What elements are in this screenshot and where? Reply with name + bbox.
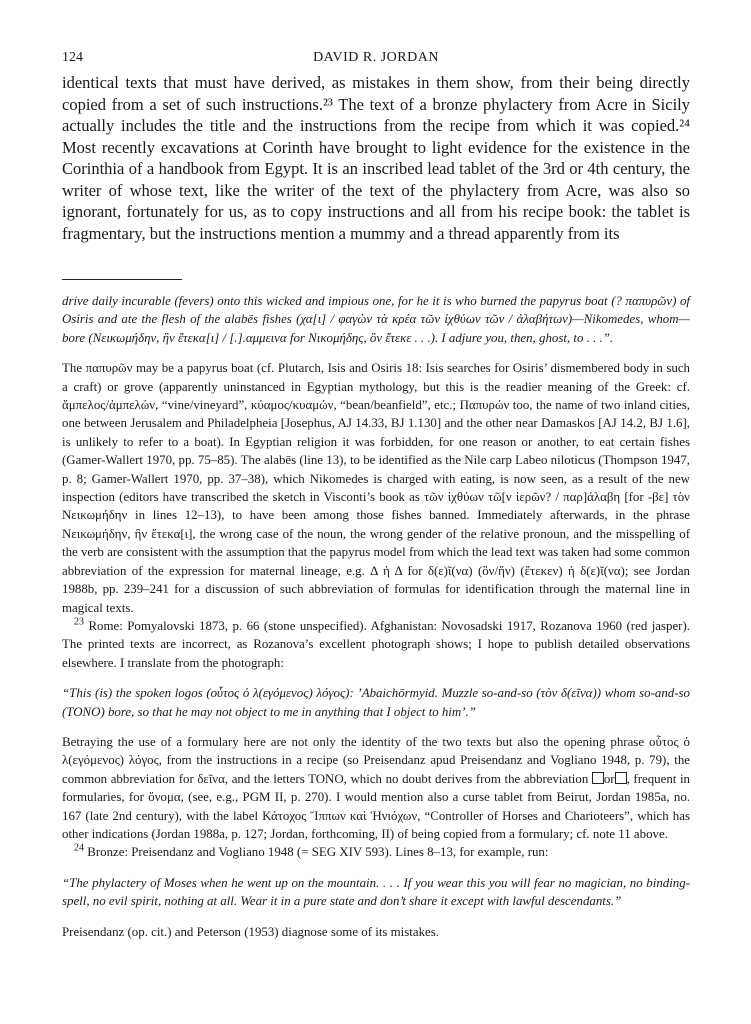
footnote-23-text: Rome: Pomyalovski 1873, p. 66 (stone unspecified). Afghanistan: Novosadski 1917, Rozanova 1960 (red jasper). The printed texts are incorrect, as Rozanova’s excellent photograph shows; I hope to publish detailed observations elsewhere. I translate from the photograph: (62, 618, 690, 670)
page (62, 50, 690, 941)
footnote-24-number: 24 (74, 843, 84, 855)
footnotes (62, 292, 690, 941)
translation-quote-1: drive daily incurable (fevers) onto this wicked and impious one, for he it is who burned the papyrus boat (? παπυρῶν) of Osiris and ate the flesh of the alabēs fishes (χα[ι] / φαγὼν τὰ κρέα τῶν ἰχθύων τῶν / ἀλαβήτων)—Nikomedes, whom—bore (Νεικωμήδην, ἣν ἔτεκα[ι] / [.].αμμεινα for Νικομήδης, ὃν ἔτεκε . . .). I adjure you, then, ghost, to . . .”. (62, 294, 690, 345)
abbreviation-box-dot-icon (615, 772, 627, 784)
main-text (62, 72, 690, 244)
translation-quote-2: “This (is) the spoken logos (οὗτος ὁ λ(εγόμενος) λόγος): ’Abaichōrmyid. Muzzle so-and-so (τὸν δ(εῖνα)) whom so-and-so (TONO) bore, so that he may not object to me in anything that I object to him’.” (62, 686, 690, 719)
running-head-author: DAVID R. JORDAN (313, 50, 439, 65)
footnote-rule (62, 279, 182, 280)
commentary-text-a: Betraying the use of a formulary here are not only the identity of the two texts but also the opening phrase οὗτος ὁ λ(εγόμενος) λόγος, from the instructions in a recipe (so Preisendanz apud Preisendanz and Vogliano 1948, p. 79), the common abbreviation for δεῖνα, and the letters TONO, which no doubt derives from the abbreviation (62, 734, 690, 786)
commentary-text-b: , frequent in formularies, for ὄνομα, (see, e.g., PGM II, p. 270). I would mention also a curse tablet from Beirut, Jordan 1985a, no. 167 (late 2nd century), with the label Κάτοχος Ἵππων καὶ Ἡνιόχων, “Controller of Horses and Charioteers”, which has other indications (Jordan 1988a, p. 127; Jordan, forthcoming, II) of being copied from a formulary; cf. note 11 above. (62, 771, 690, 841)
page-number: 124 (62, 50, 83, 65)
footnote-23-number: 23 (74, 616, 84, 628)
body-paragraph: identical texts that must have derived, as mistakes in them show, from their being directly copied from a set of such instructions.²³ The text of a bronze phylactery from Acre in Sicily actually includes the title and the instructions from the recipe from which it was copied.²⁴ Most recently excavations at Corinth have brought to light evidence for the existence in the Corinthia of a handbook from Egypt. It is an inscribed lead tablet of the 3rd or 4th century, the writer of whose text, like the writer of the text of the phylactery from Acre, was also so ignorant, fortunately for us, as to copy instructions and all from his recipe book: the tablet is fragmentary, but the instructions mention a mummy and a thread apparently from its (62, 73, 690, 243)
footnote-23 (62, 617, 690, 672)
abbreviation-box-icon (592, 772, 604, 784)
footnote-commentary: The παπυρῶν may be a papyrus boat (cf. Plutarch, Isis and Osiris 18: Isis searches for Osiris’ dismembered body in such a craft) or grove (apparently uninstanced in Egyptian mythology, but this is the readier meaning of the Greek: cf. ἄμπελος/ἀμπελών, “vine/vineyard”, κύαμος/κυαμών, “bean/beanfield”, etc.; Παπυρών too, the name of two inland cities, one between Jerusalem and Philadelpheia [Josephus, AJ 14.33, BJ 1.130] and the other near Damaskos [AJ 14.2, BJ 1.6], is unlikely to refer to a boat). In Egyptian religion it was forbidden, for one reason or another, to eat certain fishes (Gamer-Wallert 1970, pp. 75–85). The alabēs (line 13), to be identified as the Nile carp Labeo niloticus (Thompson 1947, p. 8; Gamer-Wallert 1970, pp. 37–38), which Nikomedes is charged with eating, is now seen, as a result of the new inspection (editors have transcribed the sketch in Visconti’s book as τῶν ἰχθύων τῶ[ν ἱερῶν? / παρ]άλαβη [for -βε] τὸν Νεικωμήδην in lines 12–13), to have been among those fishes banned. Immediately afterwards, in the phrase Νεικωμήδην, ἣν ἔτεκα[ι], the wrong case of the noun, the wrong gender of the relative pronoun, and the misspelling of the verb are consistent with the assumption that the papyrus model from which the lead text was taken had some common abbreviation of the expression for maternal lineage, e.g. Δ ἡ Δ for δ(ε)ῖ(να) (ὃν/ἥν) (ἔτεκεν) ἡ δ(ε)ῖ(να); see Jordan 1988b, pp. 239–241 for a discussion of such abbreviation of formulas for identification through the maternal line in magical texts. (62, 361, 690, 615)
translation-quote-3: “The phylactery of Moses when he went up on the mountain. . . . If you wear this you will fear no magician, no binding-spell, no evil spirit, nothing at all. Wear it in a pure state and don’t share it except with lawful descendants.” (62, 875, 690, 909)
footnote-24 (62, 843, 690, 861)
footnote-24-text: Bronze: Preisendanz and Vogliano 1948 (= SEG XIV 593). Lines 8–13, for example, run: (87, 845, 549, 860)
commentary-or: or (603, 771, 615, 786)
footnote-23-commentary (62, 733, 690, 843)
footnote-24-commentary: Preisendanz (op. cit.) and Peterson (1953) diagnose some of its mistakes. (62, 924, 439, 939)
running-header (62, 50, 690, 72)
